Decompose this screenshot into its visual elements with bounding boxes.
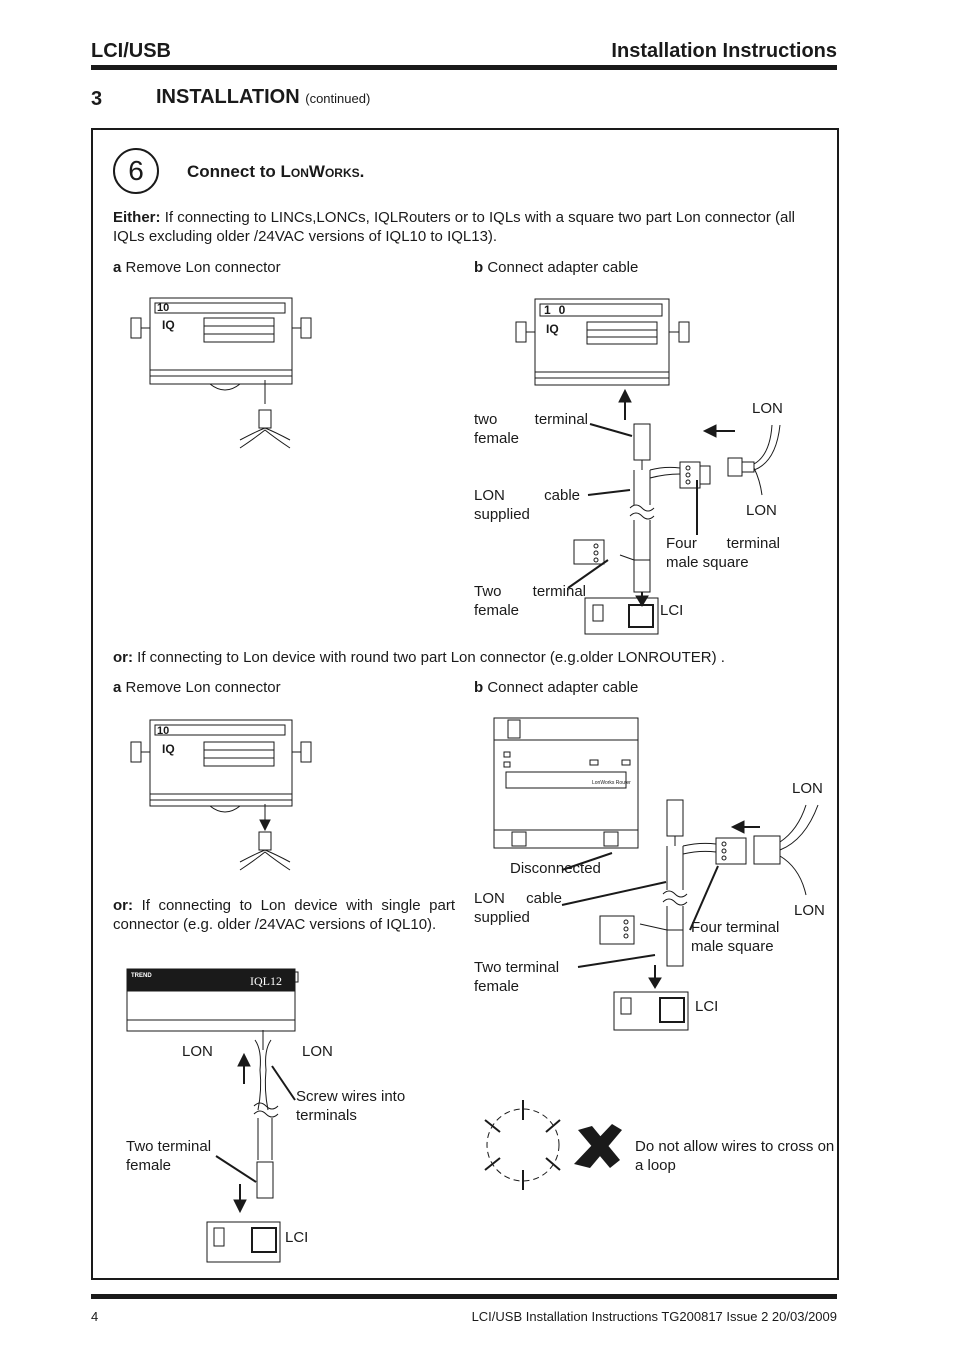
- label-b-2: [474, 678, 638, 697]
- warning-text: Do not allow wires to cross on a loop: [635, 1138, 835, 1174]
- device-logo: IQ: [162, 318, 175, 332]
- or-text: If connecting to Lon device with round two part Lon connector (e.g.older LONROUTER) .: [137, 649, 725, 666]
- step-title-part: .: [359, 162, 365, 181]
- device-logo: IQ: [546, 322, 559, 336]
- label-letter: b: [474, 259, 484, 276]
- label-two-terminal-female: Two terminal female: [126, 1138, 212, 1174]
- device-number: 10: [544, 303, 574, 317]
- label-text: Connect adapter cable: [487, 259, 639, 276]
- or-paragraph-1: [113, 648, 725, 667]
- or-lead: or:: [113, 897, 133, 914]
- or-text: If connecting to Lon device with single part connector (e.g. older /24VAC versions of IQL10).: [113, 897, 455, 933]
- label-lon: LON: [746, 502, 777, 519]
- device-logo: IQ: [162, 742, 175, 756]
- label-lon: LON: [794, 902, 825, 919]
- label-lon: LON: [302, 1043, 333, 1060]
- device-number: 10: [157, 725, 170, 737]
- cross-icon: [574, 1124, 622, 1168]
- footer-rule: [91, 1294, 837, 1299]
- header-doc-title: LCI/USB: [91, 40, 171, 62]
- either-lead: Either:: [113, 209, 161, 226]
- section-title-text: INSTALLATION: [156, 86, 300, 108]
- label-lon-cable-supplied: LON cable supplied: [474, 487, 580, 523]
- iql12-device: [127, 969, 298, 1262]
- label-two-terminal-female: Two terminal female: [474, 959, 560, 995]
- label-lci: LCI: [285, 1229, 309, 1246]
- step-title-part: Connect to L: [187, 162, 291, 181]
- label-disconnected: Disconnected: [510, 860, 601, 877]
- section-suffix: (continued): [305, 91, 371, 106]
- label-four-terminal: Four terminal male square: [666, 535, 780, 571]
- label-lon-cable-supplied: LON cable supplied: [474, 890, 562, 926]
- step-number-circle: 6: [113, 148, 159, 194]
- label-a-2: [113, 678, 281, 697]
- router-label: LonWorks Router: [592, 780, 631, 786]
- label-two-terminal-female-2: Two terminal female: [474, 583, 586, 619]
- label-lon: LON: [182, 1043, 213, 1060]
- footer-text: LCI/USB Installation Instructions TG200817 Issue 2 20/03/2009: [471, 1309, 837, 1324]
- step-title-part: W: [308, 162, 325, 181]
- label-four-terminal: Four terminal male square: [691, 919, 780, 955]
- header-doc-type: Installation Instructions: [611, 40, 837, 62]
- label-letter: b: [474, 679, 484, 696]
- iql-device-a1: [131, 298, 311, 448]
- device-model: IQL12: [250, 974, 282, 988]
- label-text: Remove Lon connector: [125, 679, 281, 696]
- label-lci: LCI: [660, 602, 684, 619]
- or-paragraph-2: [113, 896, 455, 934]
- label-text: Connect adapter cable: [487, 679, 639, 696]
- section-number: 3: [91, 88, 103, 110]
- step-title-part: ORKS: [324, 166, 360, 180]
- device-brand: TREND: [131, 973, 152, 979]
- page-number: 4: [91, 1309, 99, 1324]
- step-title-part: ON: [290, 166, 309, 180]
- label-screw-wires: Screw wires into terminals: [296, 1088, 406, 1124]
- either-text: If connecting to LINCs,LONCs, IQLRouters or to IQLs with a square two part Lon connector (all IQLs excluding older /24VAC versions of IQL10 to IQL13).: [113, 209, 795, 245]
- label-letter: a: [113, 259, 122, 276]
- label-two-terminal-female: two terminal female: [474, 411, 588, 447]
- loop-arrows: [485, 1100, 560, 1190]
- iql-device-a2: [131, 720, 311, 870]
- label-letter: a: [113, 679, 122, 696]
- label-lon: LON: [752, 400, 783, 417]
- label-lon: LON: [792, 780, 823, 797]
- label-text: Remove Lon connector: [125, 259, 281, 276]
- label-lci: LCI: [695, 998, 719, 1015]
- or-lead: or:: [113, 649, 133, 666]
- device-number: 10: [157, 302, 170, 314]
